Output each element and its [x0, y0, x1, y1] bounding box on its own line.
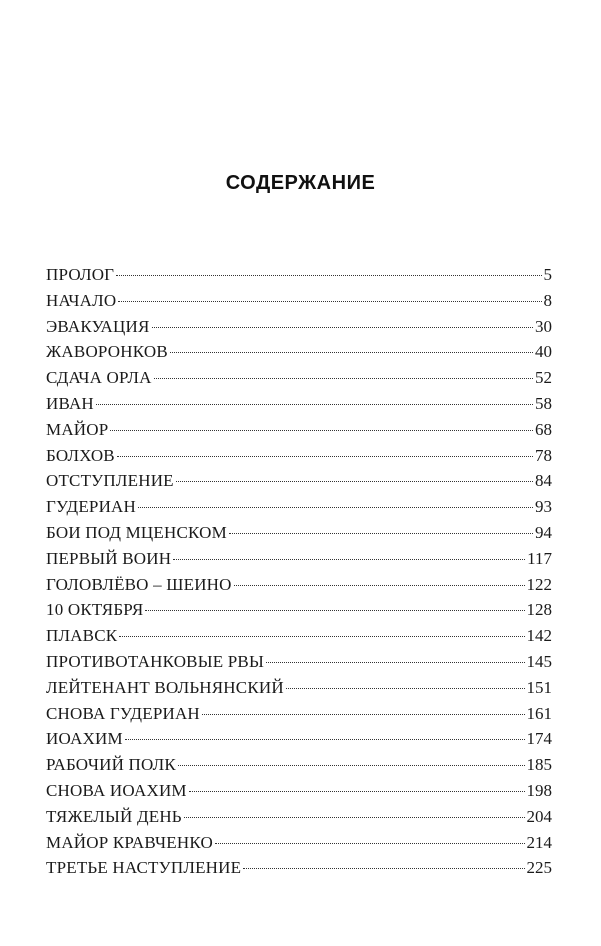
toc-entry-page: 214 — [526, 832, 552, 852]
toc-entry-title: ГОЛОВЛЁВО – ШЕИНО — [46, 574, 232, 594]
toc-leader-dots — [229, 533, 533, 534]
toc-leader-dots — [138, 507, 533, 508]
toc-entry — [46, 262, 552, 288]
toc-entry-title: СДАЧА ОРЛА — [46, 368, 152, 388]
toc-leader-dots — [152, 327, 533, 328]
toc-entry — [46, 365, 552, 391]
toc-entry-title: ИОАХИМ — [46, 729, 123, 749]
toc-entry — [46, 804, 552, 830]
toc-entry-title: ПРОТИВОТАНКОВЫЕ РВЫ — [46, 651, 264, 671]
toc-leader-dots — [119, 636, 524, 637]
toc-entry-title: ЛЕЙТЕНАНТ ВОЛЬНЯНСКИЙ — [46, 677, 284, 697]
toc-entry — [46, 649, 552, 675]
toc-leader-dots — [118, 301, 541, 302]
toc-entry-page: 161 — [526, 703, 552, 723]
toc-entry-page: 94 — [535, 522, 552, 542]
toc-entry-page: 30 — [535, 316, 552, 336]
toc-leader-dots — [184, 817, 525, 818]
toc-entry — [46, 443, 552, 469]
toc-leader-dots — [178, 765, 525, 766]
toc-entry-page: 8 — [543, 290, 552, 310]
toc-entry-page: 40 — [535, 342, 552, 362]
toc-entry — [46, 830, 552, 856]
toc-entry — [46, 778, 552, 804]
toc-leader-dots — [117, 456, 533, 457]
toc-entry-title: МАЙОР КРАВЧЕНКО — [46, 832, 213, 852]
toc-entry — [46, 855, 552, 881]
toc-entry — [46, 494, 552, 520]
toc-leader-dots — [215, 843, 525, 844]
toc-leader-dots — [286, 688, 525, 689]
toc-entry-title: ИВАН — [46, 393, 94, 413]
toc-leader-dots — [243, 868, 524, 869]
toc-entry — [46, 623, 552, 649]
toc-entry — [46, 339, 552, 365]
toc-entry-title: ТРЕТЬЕ НАСТУПЛЕНИЕ — [46, 858, 242, 878]
toc-entry-title: ЖАВОРОНКОВ — [46, 342, 168, 362]
toc-entry-title: ОТСТУПЛЕНИЕ — [46, 471, 174, 491]
toc-entry — [46, 288, 552, 314]
toc-entry-page: 68 — [535, 419, 552, 439]
toc-entry-title: ПРОЛОГ — [46, 265, 115, 284]
toc-leader-dots — [154, 378, 533, 379]
page-title: СОДЕРЖАНИЕ — [225, 172, 376, 194]
toc-entry-title: СНОВА ИОАХИМ — [46, 780, 187, 800]
toc-entry-page: 52 — [535, 368, 552, 388]
toc-entry-page: 58 — [535, 393, 552, 413]
toc-entry-page: 5 — [543, 265, 552, 284]
toc-entry — [46, 726, 552, 752]
toc-leader-dots — [266, 662, 525, 663]
toc-entry — [46, 701, 552, 727]
toc-entry — [46, 520, 552, 546]
toc-leader-dots — [234, 585, 525, 586]
toc-leader-dots — [176, 481, 533, 482]
toc-entry-title: СНОВА ГУДЕРИАН — [46, 703, 200, 723]
toc-entry-page: 117 — [527, 548, 552, 568]
toc-entry-page: 174 — [526, 729, 552, 749]
toc-entry-page: 142 — [526, 626, 552, 646]
toc-entry — [46, 391, 552, 417]
toc-entry-title: ГУДЕРИАН — [46, 497, 137, 517]
toc-leader-dots — [145, 610, 524, 611]
toc-entry-title: ТЯЖЕЛЫЙ ДЕНЬ — [46, 806, 182, 826]
toc-entry-title: БОЛХОВ — [46, 445, 115, 465]
table-of-contents — [46, 262, 552, 881]
toc-entry-page: 198 — [526, 780, 552, 800]
toc-entry-title: МАЙОР — [46, 419, 109, 439]
toc-entry-title: ПЕРВЫЙ ВОИН — [46, 548, 172, 568]
toc-entry-title: ПЛАВСК — [46, 626, 118, 646]
toc-entry-page: 128 — [526, 600, 552, 620]
toc-entry-page: 93 — [535, 497, 552, 517]
toc-entry — [46, 468, 552, 494]
toc-entry-title: 10 ОКТЯБРЯ — [46, 600, 144, 620]
toc-leader-dots — [116, 275, 541, 276]
toc-leader-dots — [110, 430, 533, 431]
toc-entry — [46, 675, 552, 701]
toc-entry-title: БОИ ПОД МЦЕНСКОМ — [46, 522, 227, 542]
toc-entry — [46, 314, 552, 340]
toc-entry-page: 145 — [526, 651, 552, 671]
toc-entry-page: 204 — [526, 806, 552, 826]
toc-entry — [46, 417, 552, 443]
toc-entry-title: РАБОЧИЙ ПОЛК — [46, 755, 176, 775]
toc-leader-dots — [173, 559, 525, 560]
toc-leader-dots — [125, 739, 525, 740]
toc-entry — [46, 597, 552, 623]
toc-entry — [46, 572, 552, 598]
toc-entry-page: 78 — [535, 445, 552, 465]
toc-entry-page: 122 — [526, 574, 552, 594]
toc-entry-page: 185 — [526, 755, 552, 775]
toc-leader-dots — [170, 352, 533, 353]
toc-leader-dots — [189, 791, 525, 792]
toc-entry-page: 84 — [535, 471, 552, 491]
toc-leader-dots — [202, 714, 525, 715]
toc-entry-page: 151 — [526, 677, 552, 697]
toc-entry — [46, 752, 552, 778]
toc-leader-dots — [96, 404, 533, 405]
toc-entry-title: НАЧАЛО — [46, 290, 117, 310]
toc-entry — [46, 546, 552, 572]
toc-entry-title: ЭВАКУАЦИЯ — [46, 316, 150, 336]
toc-entry-page: 225 — [526, 858, 552, 878]
